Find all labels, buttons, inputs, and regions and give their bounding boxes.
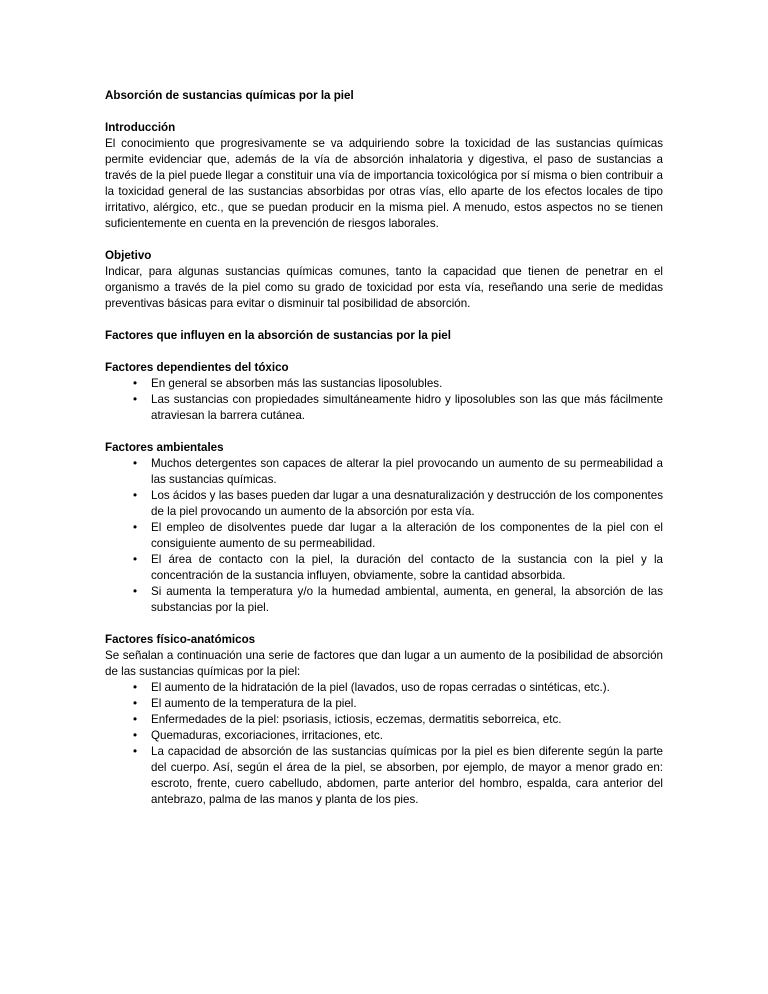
list-item: • El aumento de la hidratación de la piel (lavados, uso de ropas cerradas o sintéticas, etc.). <box>105 680 663 696</box>
list-item: • Enfermedades de la piel: psoriasis, ictiosis, eczemas, dermatitis seborreica, etc. <box>105 712 663 728</box>
list-item: • Los ácidos y las bases pueden dar lugar a una desnaturalización y destrucción de los componentes de la piel provocando un aumento de la absorción por esta vía. <box>105 488 663 520</box>
paragraph-introduccion: El conocimiento que progresivamente se va adquiriendo sobre la toxicidad de las sustancias químicas permite evidenciar que, además de la vía de absorción inhalatoria y digestiva, el paso de sustancias a través de la piel puede llegar a constituir una vía de importancia toxicológica por sí misma o bien contribuir a la toxicidad general de las sustancias absorbidas por otras vías, ello aparte de los efectos locales de tipo irritativo, alérgico, etc., que se puedan producir en la misma piel. A menudo, estos aspectos no se tienen suficientemente en cuenta en la prevención de riesgos laborales. <box>105 137 663 230</box>
paragraph-factores-fisico-anatomicos: Se señalan a continuación una serie de factores que dan lugar a un aumento de la posibilidad de absorción de las sustancias químicas por la piel: <box>105 649 663 678</box>
section-heading-introduccion: Introducción <box>105 121 176 134</box>
list-item: • Si aumenta la temperatura y/o la humedad ambiental, aumenta, en general, la absorción de las substancias por la piel. <box>105 584 663 616</box>
list-item: • Las sustancias con propiedades simultáneamente hidro y liposolubles son las que más fácilmente atraviesan la barrera cutánea. <box>105 392 663 424</box>
spacer <box>105 424 663 440</box>
paragraph-objetivo: Indicar, para algunas sustancias químicas comunes, tanto la capacidad que tienen de penetrar en el organismo a través de la piel como su grado de toxicidad por esta vía, reseñando una serie de medidas preventivas básicas para evitar o disminuir tal posibilidad de absorción. <box>105 265 663 310</box>
list-item: • El aumento de la temperatura de la piel. <box>105 696 663 712</box>
section-heading-objetivo: Objetivo <box>105 249 152 262</box>
document-body <box>105 88 663 808</box>
bullet-list-factores-dependientes <box>105 376 663 424</box>
main-heading-factores: Factores que influyen en la absorción de sustancias por la piel <box>105 329 451 342</box>
bullet-list-factores-ambientales <box>105 456 663 616</box>
spacer <box>105 616 663 632</box>
list-item: • Muchos detergentes son capaces de alterar la piel provocando un aumento de su permeabilidad a las sustancias químicas. <box>105 456 663 488</box>
subheading-factores-fisico-anatomicos: Factores físico-anatómicos <box>105 633 256 646</box>
list-item: • En general se absorben más las sustancias liposolubles. <box>105 376 663 392</box>
subheading-factores-ambientales: Factores ambientales <box>105 441 224 454</box>
list-item: • El área de contacto con la piel, la duración del contacto de la sustancia con la piel y la concentración de la sustancia influyen, obviamente, sobre la cantidad absorbida. <box>105 552 663 584</box>
bullet-list-factores-fisico-anatomicos <box>105 680 663 808</box>
spacer <box>105 104 663 120</box>
page-title: Absorción de sustancias químicas por la piel <box>105 89 354 102</box>
spacer <box>105 232 663 248</box>
spacer <box>105 312 663 328</box>
list-item: • La capacidad de absorción de las sustancias químicas por la piel es bien diferente según la parte del cuerpo. Así, según el área de la piel, se absorben, por ejemplo, de mayor a menor grado en: escroto, frente, cuero cabelludo, abdomen, parte anterior del hombro, espalda, cara anterior del antebrazo, palma de las manos y planta de los pies. <box>105 744 663 808</box>
subheading-factores-dependientes-del-toxico: Factores dependientes del tóxico <box>105 361 289 374</box>
list-item: • Quemaduras, excoriaciones, irritaciones, etc. <box>105 728 663 744</box>
spacer <box>105 344 663 360</box>
list-item: • El empleo de disolventes puede dar lugar a la alteración de los componentes de la piel con el consiguiente aumento de su permeabilidad. <box>105 520 663 552</box>
